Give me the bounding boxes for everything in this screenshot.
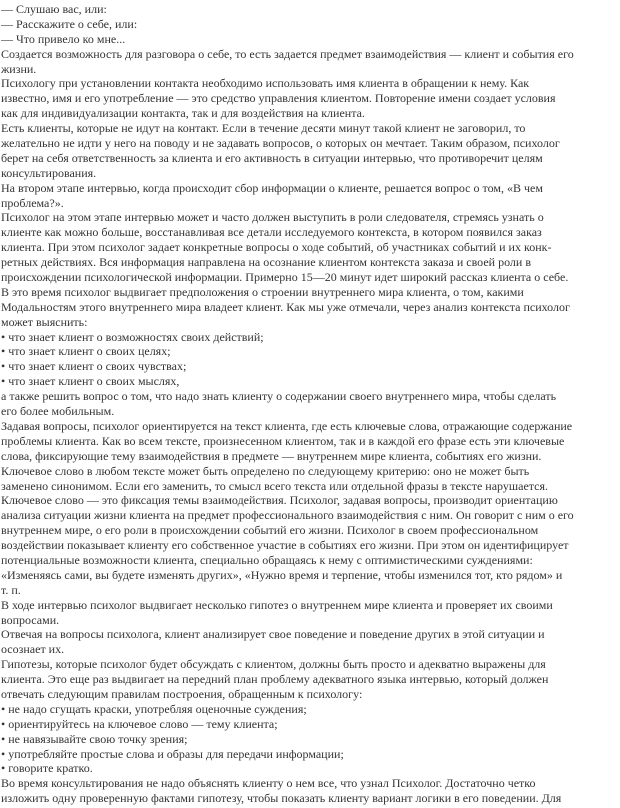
text-line: воздействии показывает клиенту его собственное участие в событиях его жизни. При этом он идентифицирует	[1, 538, 569, 553]
text-line: • не навязывайте свою точку зрения;	[1, 731, 188, 746]
text-line: Ключевое слово в любом тексте может быть определено по следующему критерию: оно не может быть	[1, 463, 530, 478]
text-line: • что знает клиент о своих чувствах;	[1, 359, 187, 374]
text-line: как для индивидуализации контакта, так и для воздействия на клиента.	[1, 106, 365, 121]
text-line: желательно не идти у него на поводу и не задавать вопросов, о которых он мечтает. Таким образом, психолог	[1, 136, 560, 151]
text-line: Гипотезы, которые психолог будет обсуждать с клиентом, должны быть просто и адекватно выражены для	[1, 657, 546, 672]
text-line: клиенте как можно больше, восстанавливая все детали исследуемого контекста, в котором появился заказ	[1, 225, 542, 240]
text-line: может выяснить:	[1, 314, 88, 329]
text-line: вопросами.	[1, 612, 60, 627]
text-line: • употребляйте простые слова и образы для передачи информации;	[1, 746, 344, 761]
text-line: • что знает клиент о своих целях;	[1, 344, 171, 359]
text-line: Во время консультирования не надо объяснять клиенту о нем все, что узнал Психолог. Достаточно четко	[1, 776, 536, 791]
text-line: потенциальные возможности клиента, специально обращаясь к нему с оптимистическими суждениями:	[1, 552, 533, 567]
text-line: В ходе интервью психолог выдвигает несколько гипотез о внутреннем мире клиента и проверяет их своими	[1, 597, 553, 612]
text-line: изложить одну проверенную фактами гипотезу, чтобы показать клиенту вариант логики в его поведении. Для	[1, 791, 562, 806]
text-line: Задавая вопросы, психолог ориентируется на текст клиента, где есть ключевые слова, отражающие содержание	[1, 418, 573, 433]
text-line: внутреннем мире, о его роли в происхождении событий его жизни. Психолог в своем профессиональном	[1, 523, 539, 538]
text-line: клиента. Это еще раз выдвигает на передний план проблему адекватного языка интервью, который должен	[1, 672, 549, 687]
text-line: отвечать следующим правилам построения, обращенным к психологу:	[1, 686, 363, 701]
text-line: — Что привело ко мне...	[1, 31, 126, 46]
text-line: происхождении психологической информации. Примерно 15—20 минут идет широкий рассказ клиента о себе.	[1, 270, 569, 285]
text-line: — Расскажите о себе, или:	[1, 16, 138, 31]
text-line: консультирования.	[1, 165, 97, 180]
text-line: Психолог на этом этапе интервью может и часто должен выступить в роли следователя, стремясь узнать о	[1, 210, 544, 225]
text-line: слова, фиксирующие тему взаимодействия в предмете — внутреннем мире клиента, событиях его жизни.	[1, 448, 542, 463]
text-line: ретных действиях. Вся информация направлена на осознание клиентом контекста заказа и своей роли в	[1, 255, 531, 270]
text-line: проблемы клиента. Как во всем тексте, произнесенном клиентом, так и в каждой его фразе есть эти ключевые	[1, 433, 565, 448]
page-text	[1, 2, 620, 806]
text-line: На втором этапе интервью, когда происходит сбор информации о клиенте, решается вопрос о том, «В чем	[1, 180, 543, 195]
text-line: • что знает клиент о своих мыслях,	[1, 374, 180, 389]
text-line: жизни.	[1, 61, 37, 76]
text-line: Психологу при установлении контакта необходимо использовать имя клиента в обращении к нему. Как	[1, 76, 530, 91]
text-line: • что знает клиент о возможностях своих действий;	[1, 329, 264, 344]
text-line: клиента. При этом психолог задает конкретные вопросы о ходе событий, об участниках событий и их конк-	[1, 240, 552, 255]
text-line: а также решить вопрос о том, что надо знать клиенту о содержании своего внутреннего мира, чтобы сделать	[1, 389, 557, 404]
text-line: Модальностям этого внутреннего мира владеет клиент. Как мы уже отмечали, через анализ контекста психолог	[1, 299, 570, 314]
text-line: заменено синонимом. Если его заменить, то смысл всего текста или отдельной фразы в тексте нарушается.	[1, 478, 549, 493]
text-line: • не надо сгущать краски, употребляя оценочные суждения;	[1, 701, 307, 716]
text-line: • ориентируйтесь на ключевое слово — тему клиента;	[1, 716, 278, 731]
text-line: Есть клиенты, которые не идут на контакт. Если в течение десяти минут такой клиент не заговорил, то	[1, 121, 526, 136]
text-line: В это время психолог выдвигает предположения о строении внутреннего мира клиента, о том, какими	[1, 284, 524, 299]
text-line: т. п.	[1, 582, 21, 597]
text-line: Отвечая на вопросы психолога, клиент анализирует свое поведение и поведение других в этой ситуации и	[1, 627, 545, 642]
text-line: известно, имя и его употребление — это средство управления клиентом. Повторение имени создает условия	[1, 91, 556, 106]
text-line: берет на себя ответственность за клиента и его активность в ситуации интервью, что противоречит целям	[1, 150, 543, 165]
text-line: осознает их.	[1, 642, 65, 657]
text-line: проблема?».	[1, 195, 64, 210]
text-line: его более мобильным.	[1, 404, 115, 419]
text-line: Ключевое слово — это фиксация темы взаимодействия. Психолог, задавая вопросы, производит ориентацию	[1, 493, 558, 508]
text-line: «Изменяясь сами, вы будете изменять других», «Нужно время и терпение, чтобы изменился тот, кто рядом» и	[1, 567, 563, 582]
text-line: анализа ситуации жизни клиента на предмет профессионального взаимодействия с ним. Он говорит с ним о его	[1, 508, 574, 523]
text-line: — Слушаю вас, или:	[1, 2, 107, 16]
text-line: • говорите кратко.	[1, 761, 93, 776]
text-line: Создается возможность для разговора о себе, то есть задается предмет взаимодействия — клиент и события его	[1, 46, 574, 61]
